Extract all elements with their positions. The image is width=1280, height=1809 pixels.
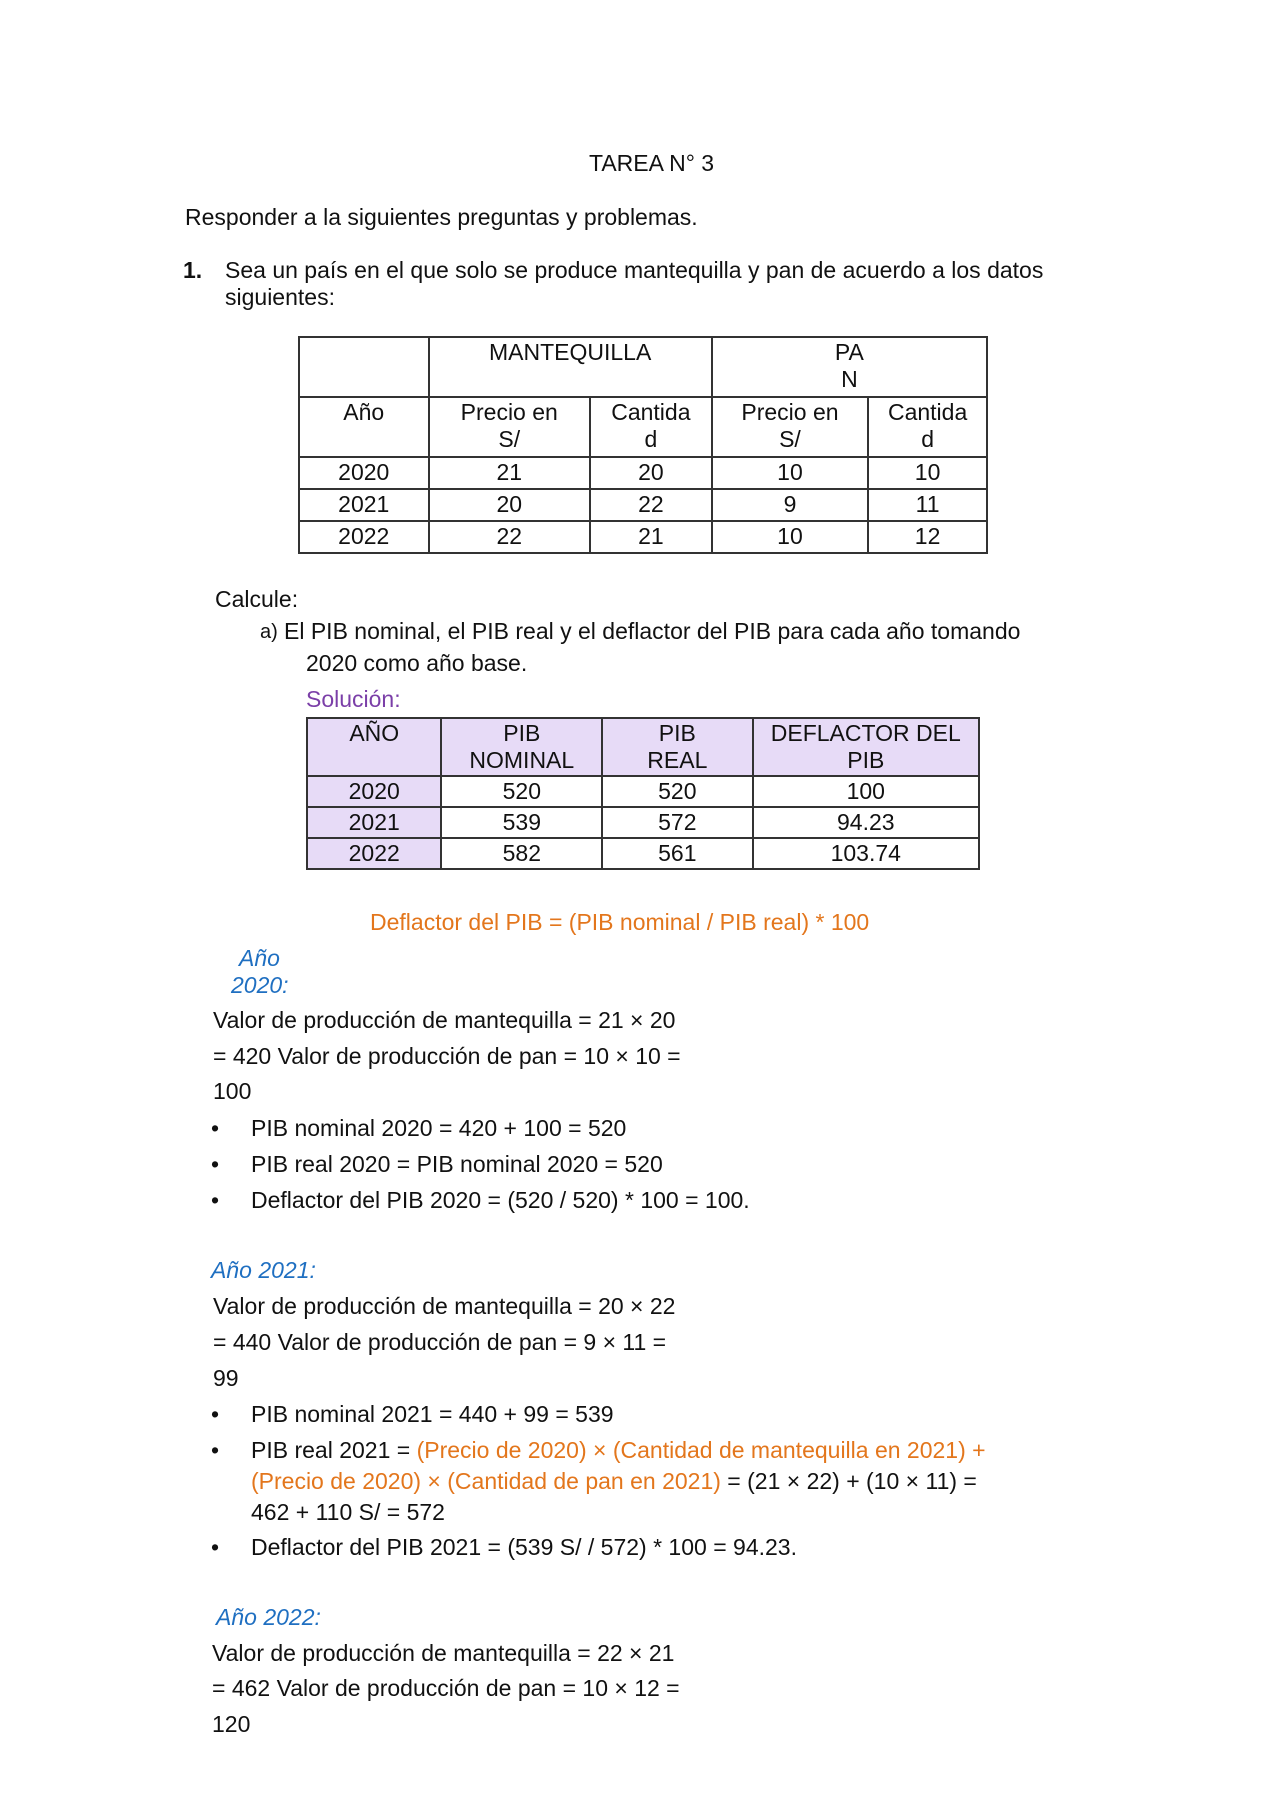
year-2020-heading-line1: Año xyxy=(239,945,280,971)
header-empty-cell xyxy=(299,337,429,397)
year-2021-line3: 99 xyxy=(213,1365,239,1391)
bullet-text: PIB nominal 2020 = 420 + 100 = 520 xyxy=(251,1115,627,1141)
header-year: AÑO xyxy=(307,718,441,776)
cell-qty-pan: 10 xyxy=(868,457,987,489)
bullet-text: Deflactor del PIB 2020 = (520 / 520) * 100 = 100. xyxy=(251,1187,750,1213)
cell-year: 2022 xyxy=(299,521,429,553)
cell-nominal: 520 xyxy=(441,776,602,807)
cell-deflactor: 103.74 xyxy=(753,838,979,869)
result-table xyxy=(306,717,980,870)
header-pan: PA N xyxy=(712,337,987,397)
year-2021-line1: Valor de producción de mantequilla = 20 × 22 xyxy=(213,1293,676,1319)
cell-real: 561 xyxy=(602,838,752,869)
bullet-text: Deflactor del PIB 2021 = (539 S/ / 572) * 100 = 94.23. xyxy=(251,1534,797,1560)
cell-nominal: 582 xyxy=(441,838,602,869)
deflactor-formula: Deflactor del PIB = (PIB nominal / PIB real) * 100 xyxy=(370,909,870,935)
header-pib-nominal: PIB NOMINAL xyxy=(441,718,602,776)
year-2021-heading: Año 2021: xyxy=(211,1257,316,1283)
year-2020-heading-line2: 2020: xyxy=(231,972,289,998)
year-2022-heading: Año 2022: xyxy=(216,1604,321,1630)
cell-real: 520 xyxy=(602,776,752,807)
year-2022-line2: = 462 Valor de producción de pan = 10 × 12 = xyxy=(212,1675,680,1701)
page-title: TAREA N° 3 xyxy=(589,150,715,176)
bullet-icon: • xyxy=(211,1187,220,1213)
item-a-line1: El PIB nominal, el PIB real y el deflactor del PIB para cada año tomando xyxy=(284,618,1021,644)
cell-qty-mantequilla: 22 xyxy=(590,489,712,521)
header-qty-pan: Cantida d xyxy=(868,397,987,457)
solucion-label: Solución: xyxy=(306,686,401,712)
cell-nominal: 539 xyxy=(441,807,602,838)
header-deflactor: DEFLACTOR DEL PIB xyxy=(753,718,979,776)
cell-price-mantequilla: 20 xyxy=(429,489,590,521)
pib-real-result: 462 + 110 S/ = 572 xyxy=(251,1499,445,1525)
bullet-text: PIB real 2020 = PIB nominal 2020 = 520 xyxy=(251,1151,663,1177)
cell-year: 2022 xyxy=(307,838,441,869)
bullet-icon: • xyxy=(211,1401,220,1427)
year-2021-line2: = 440 Valor de producción de pan = 9 × 11 = xyxy=(213,1329,667,1355)
question-number: 1. xyxy=(183,257,203,283)
cell-year: 2021 xyxy=(299,489,429,521)
table-row xyxy=(307,776,979,807)
question-text-line2: siguientes: xyxy=(225,284,335,310)
year-2020-line1: Valor de producción de mantequilla = 21 × 20 xyxy=(213,1007,676,1033)
cell-deflactor: 94.23 xyxy=(753,807,979,838)
cell-year: 2020 xyxy=(307,776,441,807)
bullet-icon: • xyxy=(211,1437,220,1463)
bullet-icon: • xyxy=(211,1534,220,1560)
year-2022-line1: Valor de producción de mantequilla = 22 × 21 xyxy=(212,1640,675,1666)
item-a-label: a) xyxy=(260,621,278,643)
year-2020-line2: = 420 Valor de producción de pan = 10 × 10 = xyxy=(213,1043,681,1069)
header-pib-real: PIB REAL xyxy=(602,718,752,776)
table-row xyxy=(299,457,987,489)
pib-real-calc: = (21 × 22) + (10 × 11) = xyxy=(720,1468,977,1494)
header-qty-mantequilla: Cantida d xyxy=(590,397,712,457)
list-item xyxy=(211,1437,1111,1525)
cell-year: 2020 xyxy=(299,457,429,489)
header-year: Año xyxy=(299,397,429,457)
bullet-text: PIB nominal 2021 = 440 + 99 = 539 xyxy=(251,1401,614,1427)
item-a-line2: 2020 como año base. xyxy=(306,650,528,676)
pib-real-formula-part1: (Precio de 2020) × (Cantidad de mantequilla en 2021) + xyxy=(416,1437,986,1463)
header-price-mantequilla: Precio en S/ xyxy=(429,397,590,457)
cell-price-pan: 9 xyxy=(712,489,868,521)
table-row xyxy=(299,489,987,521)
cell-price-mantequilla: 21 xyxy=(429,457,590,489)
cell-real: 572 xyxy=(602,807,752,838)
pib-real-formula-part2: (Precio de 2020) × (Cantidad de pan en 2021) xyxy=(251,1468,721,1494)
year-2020-line3: 100 xyxy=(213,1078,252,1104)
calcule-label: Calcule: xyxy=(215,586,299,612)
bullet-icon: • xyxy=(211,1115,220,1141)
pib-real-label: PIB real 2021 = xyxy=(251,1437,417,1463)
cell-qty-mantequilla: 20 xyxy=(590,457,712,489)
year-2022-line3: 120 xyxy=(212,1711,251,1737)
cell-price-pan: 10 xyxy=(712,457,868,489)
header-price-pan: Precio en S/ xyxy=(712,397,868,457)
header-mantequilla: MANTEQUILLA xyxy=(429,337,712,397)
cell-price-mantequilla: 22 xyxy=(429,521,590,553)
question-text-line1: Sea un país en el que solo se produce mantequilla y pan de acuerdo a los datos xyxy=(225,257,1044,283)
cell-qty-pan: 11 xyxy=(868,489,987,521)
table-row xyxy=(307,838,979,869)
cell-year: 2021 xyxy=(307,807,441,838)
data-table xyxy=(298,336,988,554)
intro-text: Responder a la siguientes preguntas y problemas. xyxy=(185,204,698,230)
bullet-icon: • xyxy=(211,1151,220,1177)
table-row xyxy=(307,807,979,838)
cell-qty-pan: 12 xyxy=(868,521,987,553)
cell-deflactor: 100 xyxy=(753,776,979,807)
table-row xyxy=(299,521,987,553)
cell-qty-mantequilla: 21 xyxy=(590,521,712,553)
cell-price-pan: 10 xyxy=(712,521,868,553)
